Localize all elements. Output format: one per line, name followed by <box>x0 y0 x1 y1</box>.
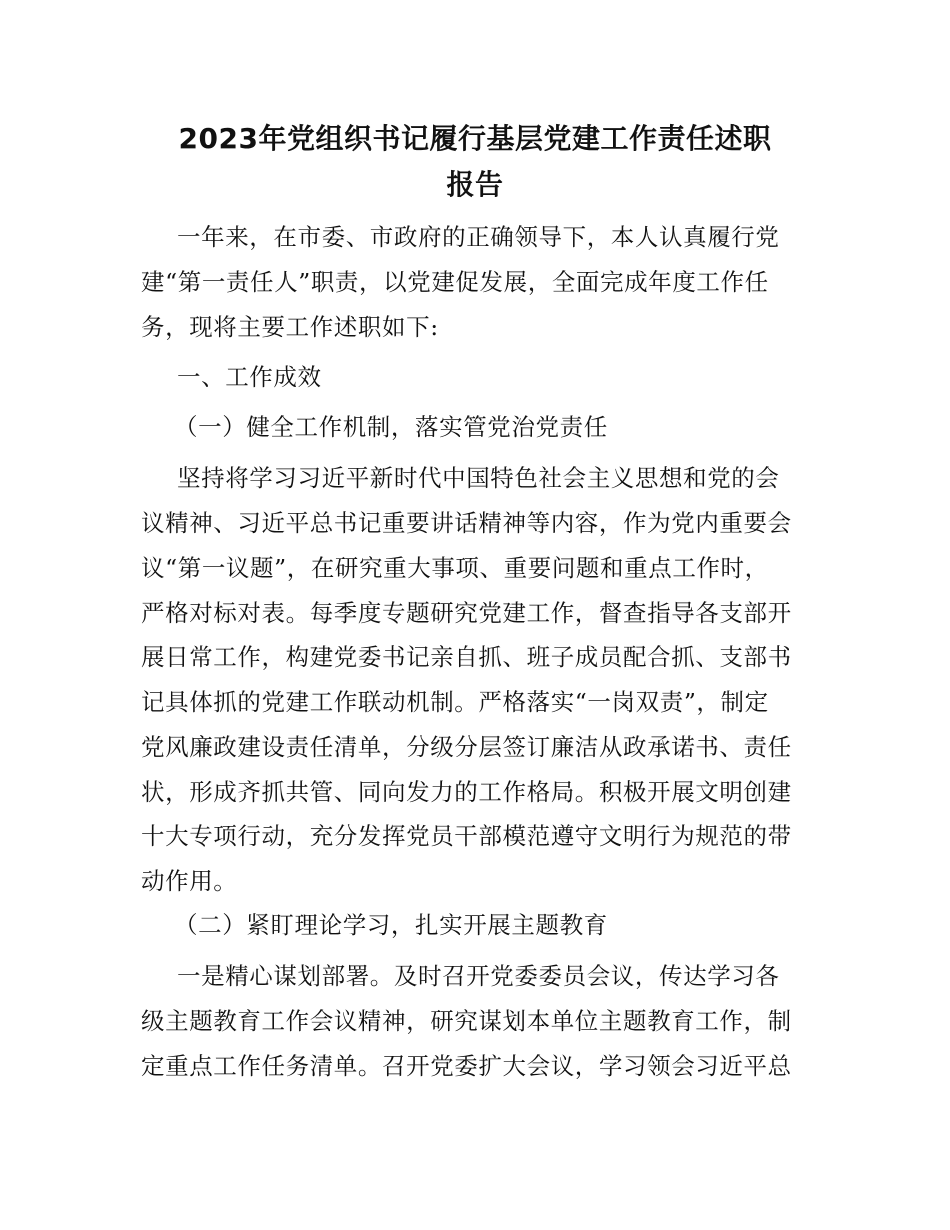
body-paragraph-line: 严格对标对表。每季度专题研究党建工作，督查指导各支部开 <box>141 599 792 627</box>
body-paragraph-line: 一年来，在市委、市政府的正确领导下，本人认真履行党 <box>177 223 780 251</box>
body-paragraph-line: 议精神、习近平总书记重要讲话精神等内容，作为党内重要会 <box>141 509 792 537</box>
body-paragraph-line: 动作用。 <box>141 867 238 895</box>
body-paragraph-line: 记具体抓的党建工作联动机制。严格落实“一岗双责”，制定 <box>141 688 769 716</box>
subsection-heading: （一）健全工作机制，落实管党治党责任 <box>174 413 608 441</box>
subsection-heading: （二）紧盯理论学习，扎实开展主题教育 <box>174 911 608 939</box>
body-paragraph-line: 党风廉政建设责任清单，分级分层签订廉洁从政承诺书、责任 <box>141 733 792 761</box>
body-paragraph-line: 状，形成齐抓共管、同向发力的工作格局。积极开展文明创建 <box>141 778 792 806</box>
body-paragraph-line: 务，现将主要工作述职如下: <box>141 313 439 341</box>
document-title-line-2: 报告 <box>446 168 504 201</box>
body-paragraph-line: 十大专项行动，充分发挥党员干部模范遵守文明行为规范的带 <box>141 822 792 850</box>
section-heading: 一、工作成效 <box>177 363 322 391</box>
body-paragraph-line: 建“第一责任人”职责，以党建促发展，全面完成年度工作任 <box>141 268 769 296</box>
body-paragraph-line: 级主题教育工作会议精神，研究谋划本单位主题教育工作，制 <box>141 1007 792 1035</box>
body-paragraph-line: 一是精心谋划部署。及时召开党委委员会议，传达学习各 <box>177 962 780 990</box>
body-paragraph-line: 议“第一议题”，在研究重大事项、重要问题和重点工作时， <box>141 554 769 582</box>
body-paragraph-line: 坚持将学习习近平新时代中国特色社会主义思想和党的会 <box>177 464 780 492</box>
document-title-line-1: 2023年党组织书记履行基层党建工作责任述职 <box>178 122 772 155</box>
body-paragraph-line: 定重点工作任务清单。召开党委扩大会议，学习领会习近平总 <box>141 1052 792 1080</box>
body-paragraph-line: 展日常工作，构建党委书记亲自抓、班子成员配合抓、支部书 <box>141 643 792 671</box>
